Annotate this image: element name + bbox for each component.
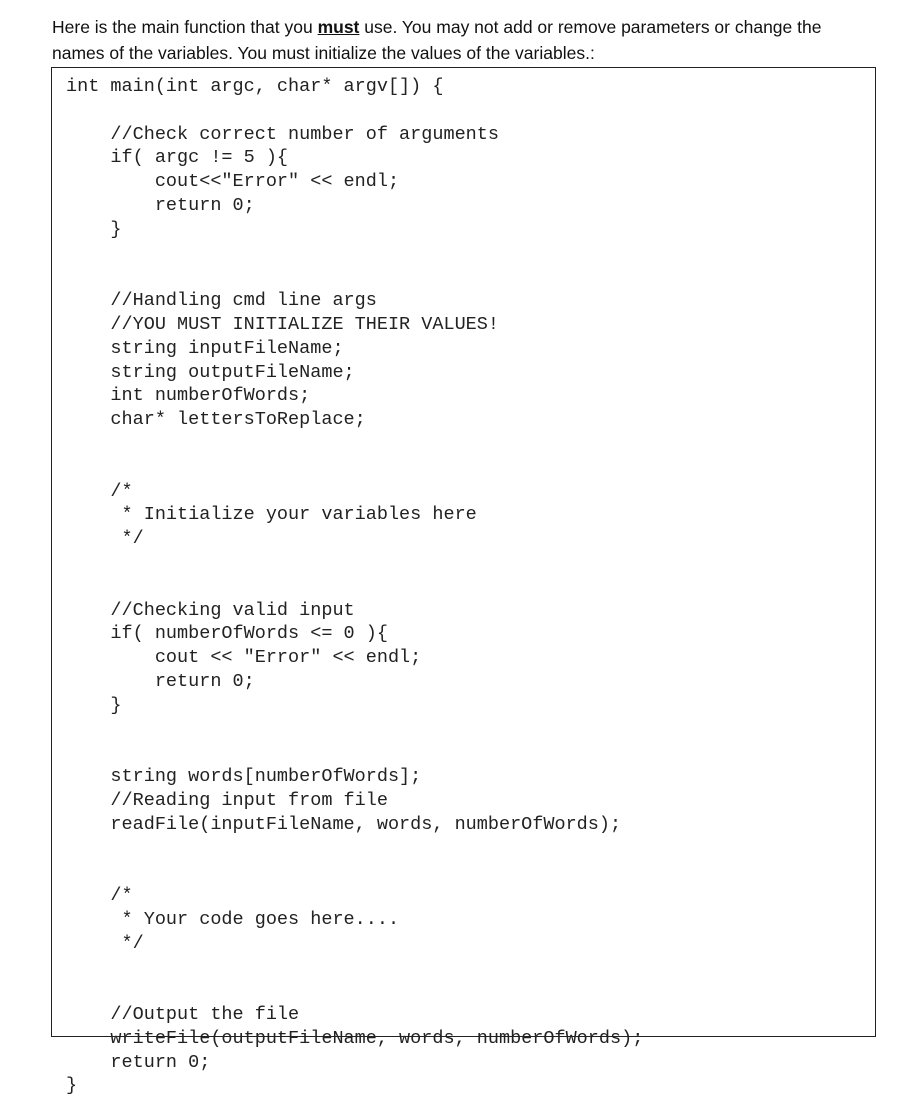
code-line	[66, 860, 643, 884]
code-line: if( numberOfWords <= 0 ){	[66, 623, 388, 645]
code-line: int numberOfWords;	[66, 385, 311, 407]
code-line: int main(int argc, char* argv[]) {	[66, 76, 444, 97]
code-line	[66, 456, 643, 480]
code-listing	[66, 75, 643, 1098]
code-line: /*	[66, 480, 133, 502]
code-line: }	[66, 694, 122, 716]
code-line: /*	[66, 885, 133, 907]
code-line	[66, 265, 643, 289]
code-line: */	[66, 528, 144, 550]
code-line: cout << "Error" << endl;	[66, 647, 422, 669]
code-line	[66, 575, 643, 599]
code-line: */	[66, 932, 144, 954]
code-line: string outputFileName;	[66, 361, 355, 383]
code-line	[66, 837, 643, 861]
instructions-text: Here is the main function that you	[52, 17, 318, 37]
code-line: cout<<"Error" << endl;	[66, 171, 400, 193]
code-line	[66, 242, 643, 266]
code-line: return 0;	[66, 194, 255, 216]
code-line: //Check correct number of arguments	[66, 123, 499, 145]
code-line: * Your code goes here....	[66, 908, 400, 930]
instructions-paragraph	[52, 14, 882, 66]
code-line: readFile(inputFileName, words, numberOfWords);	[66, 813, 622, 835]
instructions-line-2: names of the variables. You must initialize the values of the variables.:	[52, 43, 595, 63]
code-line: return 0;	[66, 670, 255, 692]
code-line	[66, 718, 643, 742]
code-line: writeFile(outputFileName, words, numberOfWords);	[66, 1027, 644, 1049]
code-line	[66, 955, 643, 979]
instructions-line-1	[52, 14, 882, 40]
code-line: }	[66, 218, 122, 240]
code-line	[66, 979, 643, 1003]
code-line: if( argc != 5 ){	[66, 147, 289, 169]
code-line: char* lettersToReplace;	[66, 409, 366, 431]
emphasis-must: must	[317, 17, 360, 37]
code-line: string words[numberOfWords];	[66, 766, 422, 788]
code-line: //Output the file	[66, 1004, 300, 1026]
code-line	[66, 741, 643, 765]
code-line: string inputFileName;	[66, 337, 344, 359]
code-line: //Checking valid input	[66, 599, 355, 621]
code-line: return 0;	[66, 1051, 211, 1073]
code-line	[66, 551, 643, 575]
code-line: //YOU MUST INITIALIZE THEIR VALUES!	[66, 313, 499, 335]
code-line: * Initialize your variables here	[66, 504, 477, 526]
code-line: }	[66, 1075, 78, 1097]
code-line	[66, 432, 643, 456]
code-line: //Reading input from file	[66, 789, 388, 811]
instructions-text: use. You may not add or remove parameters or change the	[359, 17, 822, 37]
code-line	[66, 99, 643, 123]
code-block	[51, 67, 876, 1097]
code-line: //Handling cmd line args	[66, 290, 377, 312]
